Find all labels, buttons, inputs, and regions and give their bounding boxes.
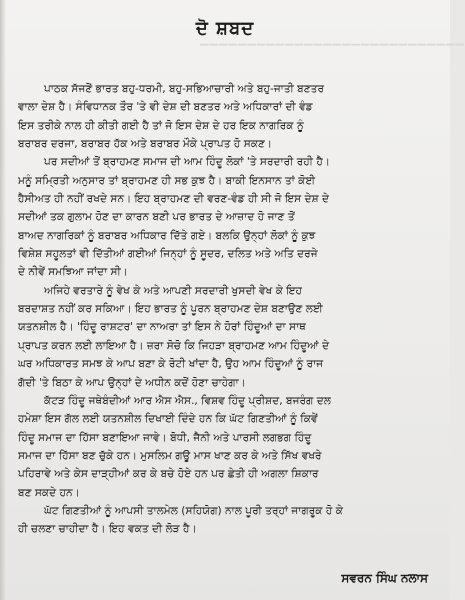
paragraph-line: ਵਿਸ਼ੇਸ਼ ਸਹੂਲਤਾਂ ਵੀ ਦਿੱਤੀਆਂ ਗਈਆਂ ਜਿਨ੍ਹਾਂ ਨੂੰ ਸੂਦਰ, ਦਲਿਤ ਅਤੇ ਅਤਿ ਦਰਜੇ xyxy=(18,248,318,261)
paragraph-line: ਬਰਾਬਰ ਦਰਜਾ, ਬਰਾਬਰ ਹੱਕ ਅਤੇ ਬਰਾਬਰ ਮੌਕੇ ਪ੍ਰਾਪਤ ਹੋ ਸਕਣ। xyxy=(18,138,273,151)
paragraph-line: ਦੇ ਨੀਵੇਂ ਸਮਝਿਆ ਜਾਂਦਾ ਸੀ। xyxy=(18,266,128,279)
paragraph-line: ਹੀ ਚਲਣਾ ਚਾਹੀਦਾ ਹੈ। ਇਹ ਵਕਤ ਦੀ ਲੋੜ ਹੈ। xyxy=(18,523,197,536)
body-text xyxy=(18,80,436,539)
page-spine-shadow xyxy=(0,0,6,600)
paragraph-line: ਵਾਲਾ ਦੇਸ਼ ਹੈ। ਸੰਵਿਧਾਨਕ ਤੌਰ 'ਤੇ ਵੀ ਦੇਸ਼ ਦੀ ਬਣਤਰ ਅਤੇ ਅਧਿਕਾਰਾਂ ਦੀ ਵੰਡ xyxy=(18,101,313,114)
paragraph-line: ਬਾਅਦ ਨਾਗਰਿਕਾਂ ਨੂੰ ਬਰਾਬਰ ਅਧਿਕਾਰ ਦਿੱਤੇ ਗਏ। ਬਲਕਿ ਉਨ੍ਹਾਂ ਲੋਕਾਂ ਨੂੰ ਕੁਝ xyxy=(18,229,316,242)
paragraph-first-line: ਪਰ ਸਦੀਆਂ ਤੋਂ ਬ੍ਰਾਹਮਣ ਸਮਾਜ ਦੀ ਆਮ ਹਿੰਦੂ ਲੋਕਾਂ 'ਤੇ ਸਰਦਾਰੀ ਰਹੀ ਹੈ। xyxy=(44,156,330,169)
paragraph-line: ਪਹਿਰਾਵੇ ਅਤੇ ਕੇਸ ਦਾੜ੍ਹੀਆਂ ਕਰ ਕੇ ਬਚੇ ਹੋਏ ਹਨ ਪਰ ਛੇਤੀ ਹੀ ਅਗਲਾ ਸ਼ਿਕਾਰ xyxy=(18,468,319,481)
paragraph-line: ਬਰਦਾਸ਼ਤ ਨਹੀਂ ਕਰ ਸਕਿਆ। ਇਹ ਭਾਰਤ ਨੂੰ ਪੂਰਨ ਬ੍ਰਾਹਮਣ ਦੇਸ਼ ਬਣਾਉਣ ਲਈ xyxy=(18,303,323,316)
paragraph-line: ਹੈਸੀਅਤ ਹੀ ਨਹੀਂ ਰਖਦੇ ਸਨ। ਇਹ ਬ੍ਰਾਹਮਣ ਦੀ ਵਰਣ-ਵੰਡ ਹੀ ਸੀ ਜੋ ਇਸ ਦੇਸ਼ ਦੇ xyxy=(18,193,330,206)
paragraph-line: ਪ੍ਰਾਪਤ ਕਰਨ ਲਈ ਲਾਇਆ ਹੈ। ਜ਼ਰਾ ਸੋਚੋ ਕਿ ਜਿਹੜਾ ਬ੍ਰਾਹਮਣ ਆਮ ਹਿੰਦੂਆਂ ਦੇ xyxy=(18,339,330,352)
bleed-through-text: ▔▔▔▔▔▔▔▔▔▔▔▔▔▔▔▔▔▔▔▔▔▔▔▔▔▔▔▔ xyxy=(200,44,465,57)
paragraph-first-line: ਅਜਿਹੇ ਵਰਤਾਰੇ ਨੂੰ ਵੇਖ ਕੇ ਅਤੇ ਆਪਣੀ ਸਰਦਾਰੀ ਖੁਸਦੀ ਵੇਖ ਕੇ ਇਹ xyxy=(44,284,303,297)
paragraph-line: ਸਦੀਆਂ ਤਕ ਗੁਲਾਮ ਹੋਣ ਦਾ ਕਾਰਨ ਬਣੀ ਪਰ ਭਾਰਤ ਦੇ ਆਜ਼ਾਦ ਹੋ ਜਾਣ ਤੋਂ xyxy=(18,211,295,224)
paragraph-line: ਇਸ ਤਰੀਕੇ ਨਾਲ ਹੀ ਕੀਤੀ ਗਈ ਹੈ ਤਾਂ ਜੋ ਇਸ ਦੇਸ਼ ਦੇ ਹਰ ਇਕ ਨਾਗਰਿਕ ਨੂੰ xyxy=(18,119,304,132)
paragraph-line: ਮਨੂੰ ਸਮ੍ਰਿਤੀ ਅਨੁਸਾਰ ਤਾਂ ਬ੍ਰਾਹਮਣ ਹੀ ਸਭ ਕੁਝ ਹੈ। ਬਾਕੀ ਇਨਸਾਨ ਤਾਂ ਕੋਈ xyxy=(18,174,316,187)
author-signature: ਸਵਰਨ ਸਿੰਘ ਨਲਾਸ xyxy=(341,571,428,585)
paragraph-line: ਹਿੰਦੂ ਸਮਾਜ ਦਾ ਹਿੱਸਾ ਬਣਾਇਆ ਜਾਵੇ। ਬੋਧੀ, ਜੈਨੀ ਅਤੇ ਪਾਰਸੀ ਲਗਭਗ ਹਿੰਦੂ xyxy=(18,431,312,444)
paragraph-first-line: ਘੱਟ ਗਿਣਤੀਆਂ ਨੂੰ ਆਪਸੀ ਤਾਲਮੇਲ (ਸਹਿਯੋਗ) ਨਾਲ ਪੂਰੀ ਤਰ੍ਹਾਂ ਜਾਗਰੂਕ ਹੋ ਕੇ xyxy=(44,504,343,517)
paragraph-line: ਸਮਾਜ ਦਾ ਹਿੱਸਾ ਬਣ ਚੁੱਕੇ ਹਨ। ਮੁਸਲਿਮ ਗਊ ਮਾਸ ਖਾਣ ਕਰ ਕੇ ਅਤੇ ਸਿੱਖ ਵਖਰੇ xyxy=(18,449,322,462)
paragraph-first-line: ਪਾਠਕ ਸੱਜਣੋਂ ਭਾਰਤ ਬਹੁ-ਧਰਮੀ, ਬਹੁ-ਸਭਿਆਚਾਰੀ ਅਤੇ ਬਹੁ-ਜਾਤੀ ਬਣਤਰ xyxy=(44,83,325,95)
paragraph-line: ਯਤਨਸ਼ੀਲ ਹੈ। 'ਹਿੰਦੂ ਰਾਸ਼ਟਰ' ਦਾ ਨਾਅਰਾ ਤਾਂ ਇਸ ਨੇ ਹੋਰਾਂ ਹਿੰਦੂਆਂ ਦਾ ਸਾਥ xyxy=(18,321,306,334)
paragraph-first-line: ਕੱਟੜ ਹਿੰਦੂ ਜਥੇਬੰਦੀਆਂ ਆਰ ਐਸ ਐਸ., ਵਿਸ਼ਵ ਹਿੰਦੂ ਪ੍ਰੀਸ਼ਦ, ਬਜਰੰਗ ਦਲ xyxy=(44,394,331,407)
paragraph-line: ਬਣ ਸਕਦੇ ਹਨ। xyxy=(18,486,80,499)
paragraph-line: ਹਮੇਸ਼ਾ ਇਸ ਗੱਲ ਲਈ ਯਤਨਸ਼ੀਲ ਦਿਖਾਈ ਦਿੰਦੇ ਹਨ ਕਿ ਘੱਟ ਗਿਣਤੀਆਂ ਨੂੰ ਕਿਵੇਂ xyxy=(18,413,318,426)
paragraph-line: ਗੱਦੀ 'ਤੇ ਬਿਠਾ ਕੇ ਆਪ ਉਨ੍ਹਾਂ ਦੇ ਅਧੀਨ ਕਦੋਂ ਹੋਣਾ ਚਾਹੇਗਾ। xyxy=(18,376,246,389)
page-title: ਦੋ ਸ਼ਬਦ xyxy=(195,18,255,39)
paragraph-line: ਘਰ ਅਧਿਕਾਰਤ ਸਮਝ ਕੇ ਆਪ ਬਣਾ ਕੇ ਰੋਟੀ ਖਾਂਦਾ ਹੈ, ਉਹ ਆਮ ਹਿੰਦੂਆਂ ਨੂੰ ਰਾਜ xyxy=(18,358,324,371)
